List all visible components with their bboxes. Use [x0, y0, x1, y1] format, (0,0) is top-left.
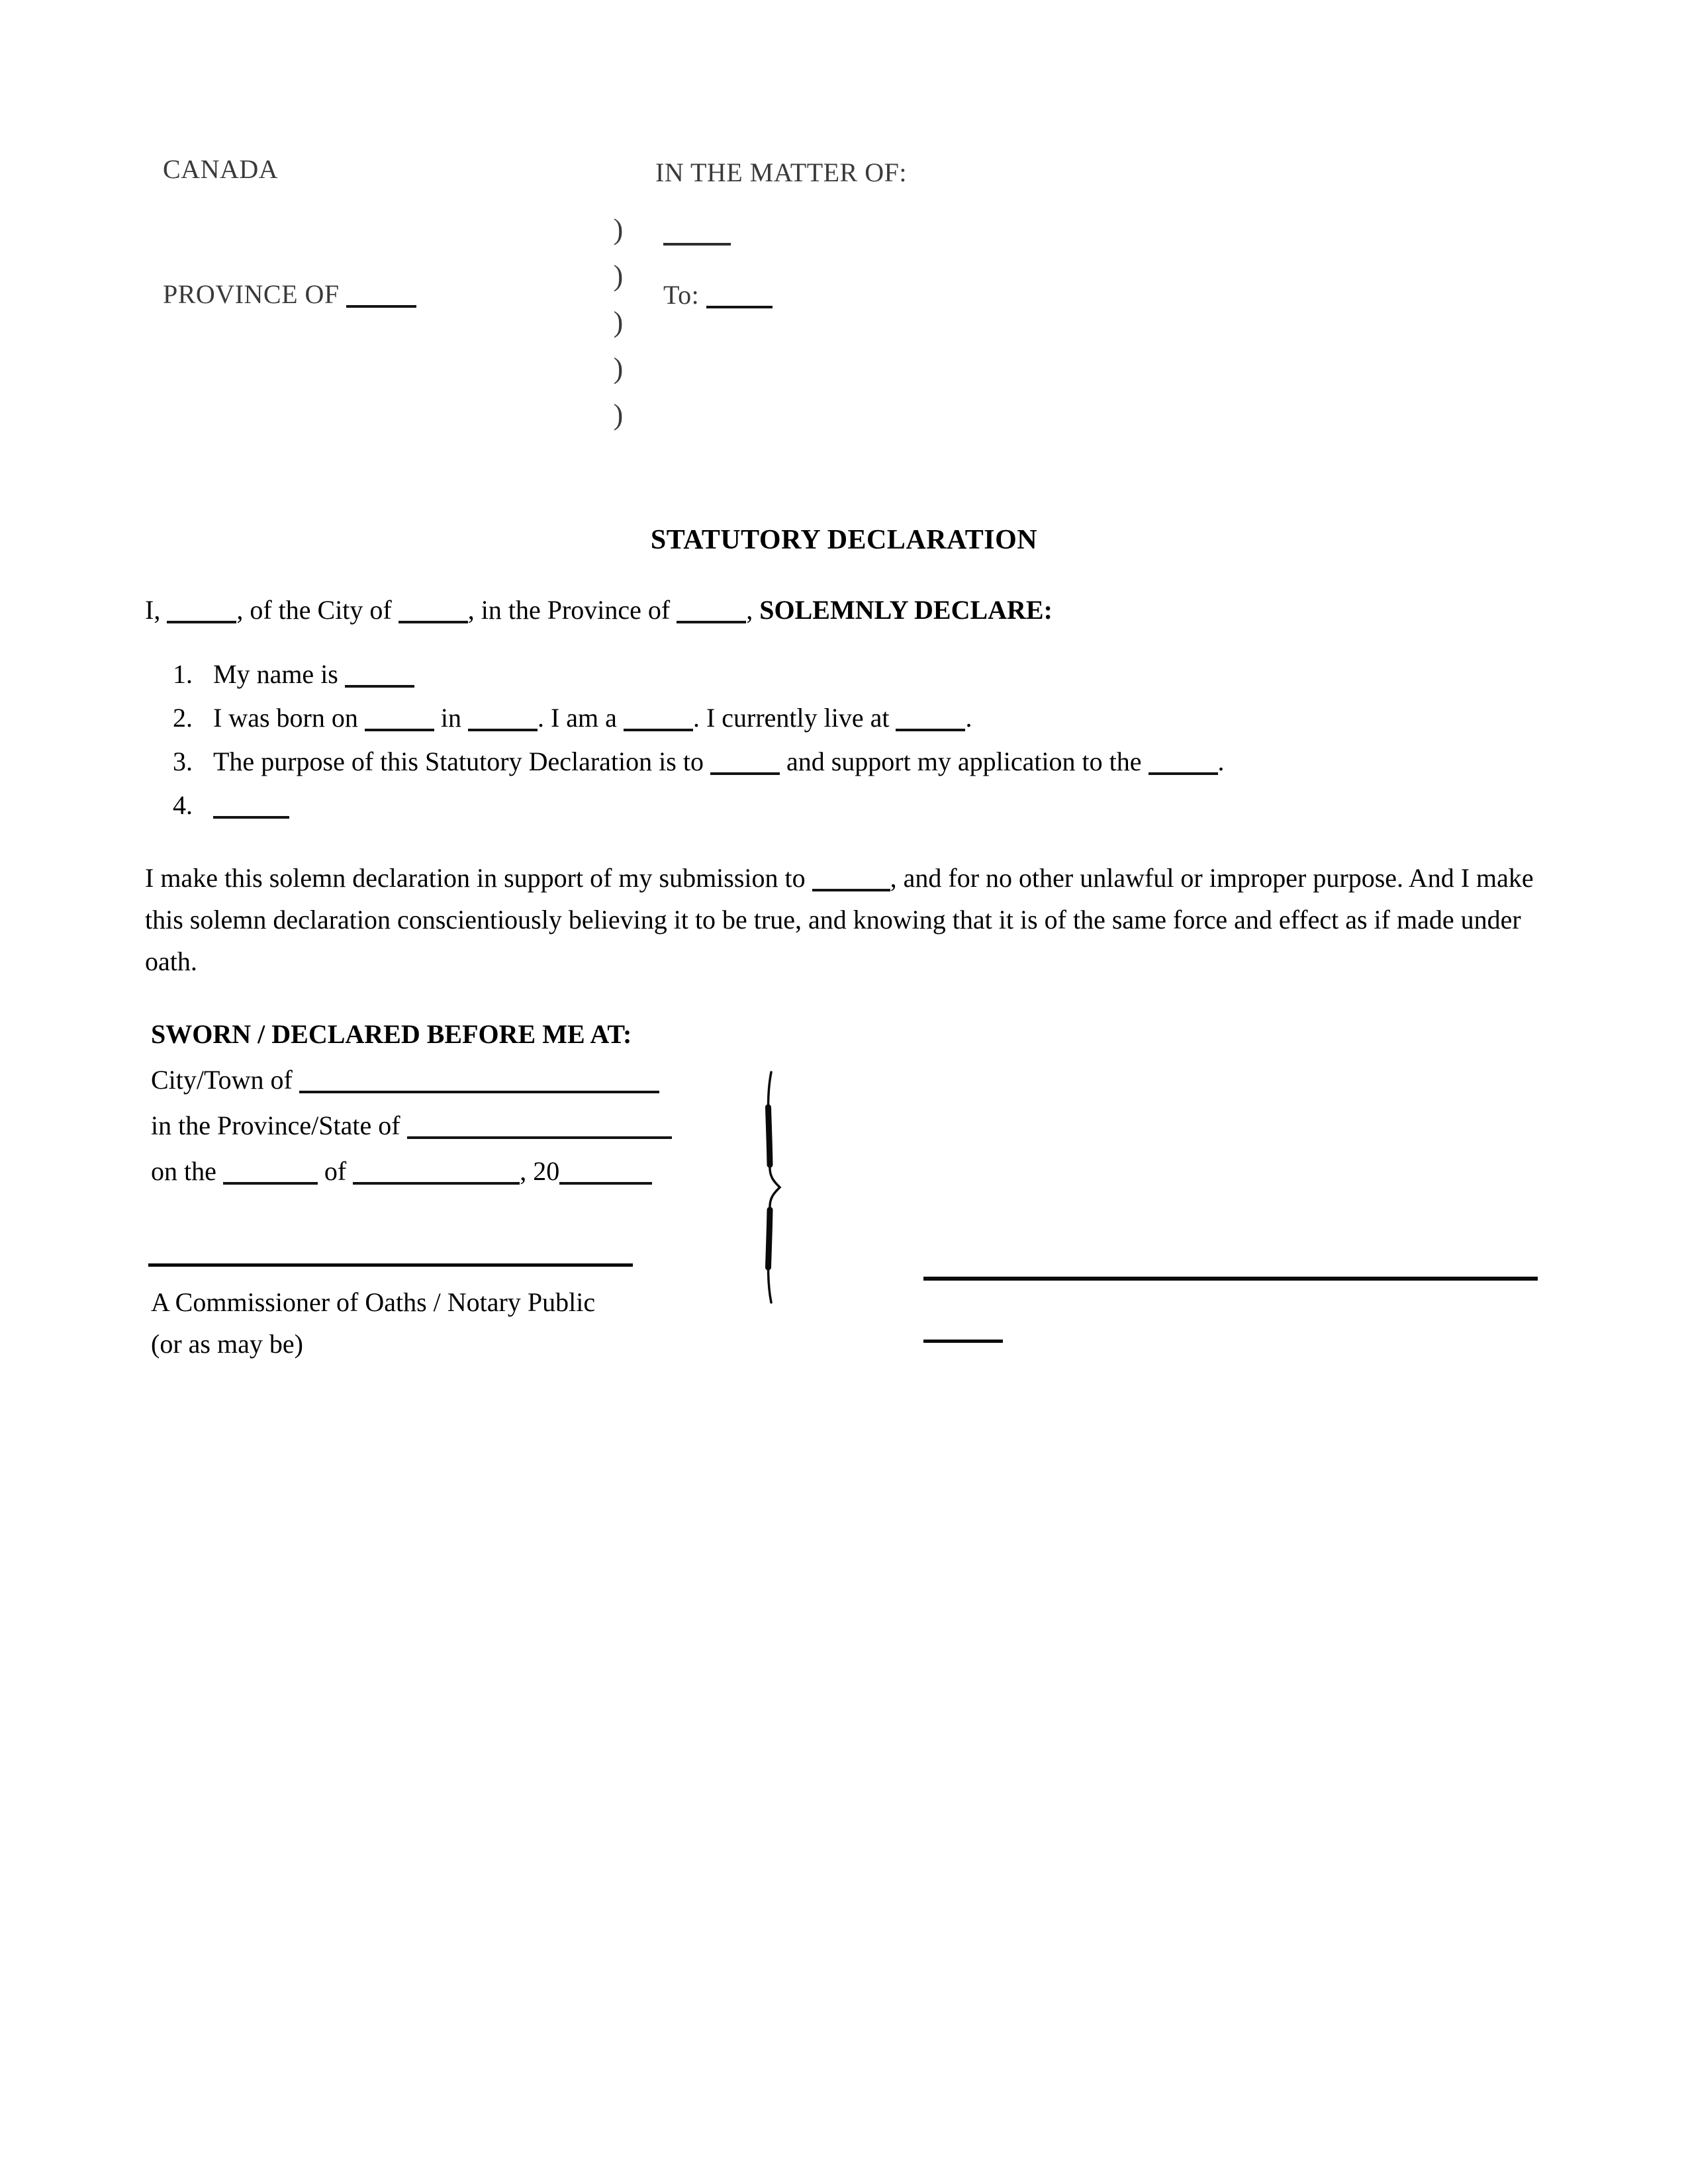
province-state-label: in the Province/State of	[151, 1111, 407, 1140]
city-town-label: City/Town of	[151, 1065, 299, 1095]
item-4-text	[213, 790, 1588, 821]
bracket-1: )	[613, 213, 624, 246]
intro-seg-1: I,	[145, 595, 167, 625]
to-label: To:	[663, 280, 706, 310]
submission-target-blank	[812, 888, 890, 891]
declarant-signature-line	[923, 1277, 1538, 1281]
item-2-seg-d: . I currently live at	[692, 703, 896, 733]
declaration-item-3	[145, 747, 1588, 777]
document-title: STATUTORY DECLARATION	[650, 525, 1038, 555]
jurat-province-line	[151, 1103, 672, 1148]
declaration-item-1	[145, 659, 1588, 690]
intro-seg-3: , in the Province of	[467, 595, 677, 625]
closing-seg-2: , and for no other unlawful or improper purpose. And I make this solemn declaration conscientiously believing it to be true, and knowing that it is of the same force and effect as if made under oath.	[145, 863, 1534, 976]
in-the-matter-of-label: IN THE MATTER OF:	[655, 158, 907, 187]
solemnly-declare-label: SOLEMNLY DECLARE:	[759, 595, 1053, 625]
item-2-seg-e: .	[965, 703, 972, 733]
item-3-seg-c: .	[1217, 747, 1225, 776]
jurat-date-line	[151, 1148, 672, 1194]
bracket-column	[604, 206, 633, 438]
item-2-seg-c: . I am a	[537, 703, 624, 733]
closing-paragraph	[145, 857, 1552, 982]
date-seg-3: , 20	[520, 1156, 560, 1186]
date-seg-1: on the	[151, 1156, 223, 1186]
item-1-number: 1.	[173, 659, 193, 689]
matter-subject-blank	[663, 243, 731, 246]
province-line	[163, 279, 416, 310]
item-2-text	[213, 703, 1588, 733]
bracket-3: )	[613, 306, 624, 338]
intro-seg-2: , of the City of	[236, 595, 399, 625]
item-2-seg-b: in	[434, 703, 468, 733]
jurat-heading: SWORN / DECLARED BEFORE ME AT:	[151, 1019, 632, 1049]
commissioner-block	[151, 1281, 595, 1365]
province-name-blank	[346, 304, 416, 308]
bracket-5: )	[613, 398, 624, 431]
item-2-seg-a: I was born on	[213, 703, 365, 733]
birth-place-blank	[468, 728, 538, 731]
item-4-number: 4.	[173, 790, 193, 820]
declarant-province-blank	[677, 620, 746, 623]
date-seg-2: of	[317, 1156, 353, 1186]
commissioner-label: A Commissioner of Oaths / Notary Public	[151, 1287, 596, 1317]
occupation-blank	[624, 728, 693, 731]
declarant-city-blank	[399, 620, 468, 623]
jurat-province-blank	[407, 1136, 672, 1139]
item-3-number: 3.	[173, 747, 193, 776]
intro-line	[145, 595, 1575, 625]
application-target-blank	[1149, 772, 1218, 775]
name-blank	[345, 684, 414, 688]
to-recipient-blank	[706, 305, 773, 308]
declaration-item-4	[145, 790, 1588, 821]
curly-brace	[761, 1071, 789, 1310]
additional-statement-blank	[213, 815, 289, 819]
commissioner-signature-line	[148, 1263, 633, 1267]
jurat-city-blank	[299, 1090, 659, 1093]
item-2-number: 2.	[173, 703, 193, 733]
address-blank	[896, 728, 965, 731]
intro-seg-4: ,	[746, 595, 760, 625]
or-as-may-be-label: (or as may be)	[151, 1329, 303, 1359]
birth-date-blank	[365, 728, 434, 731]
declaration-list	[145, 659, 1588, 834]
jurat-city-line	[151, 1057, 672, 1103]
curly-brace-glyph	[761, 1071, 789, 1304]
declarant-name-blank	[167, 620, 236, 623]
bracket-2: )	[613, 259, 624, 292]
closing-seg-1: I make this solemn declaration in support of my submission to	[145, 863, 812, 893]
declarant-name-line-blank	[923, 1340, 1003, 1343]
item-1-seg: My name is	[213, 659, 345, 689]
purpose-blank	[710, 772, 780, 775]
year-blank	[559, 1181, 652, 1185]
item-1-text	[213, 659, 1588, 690]
item-3-text	[213, 747, 1588, 777]
jurat-block	[151, 1011, 672, 1194]
month-blank	[353, 1181, 520, 1185]
province-of-label: PROVINCE OF	[163, 279, 347, 309]
to-line	[663, 280, 773, 310]
bracket-4: )	[613, 352, 624, 385]
item-3-seg-b: and support my application to the	[779, 747, 1149, 776]
day-blank	[223, 1181, 318, 1185]
declaration-item-2	[145, 703, 1588, 733]
item-3-seg-a: The purpose of this Statutory Declaration is to	[213, 747, 710, 776]
country-label: CANADA	[163, 154, 279, 184]
